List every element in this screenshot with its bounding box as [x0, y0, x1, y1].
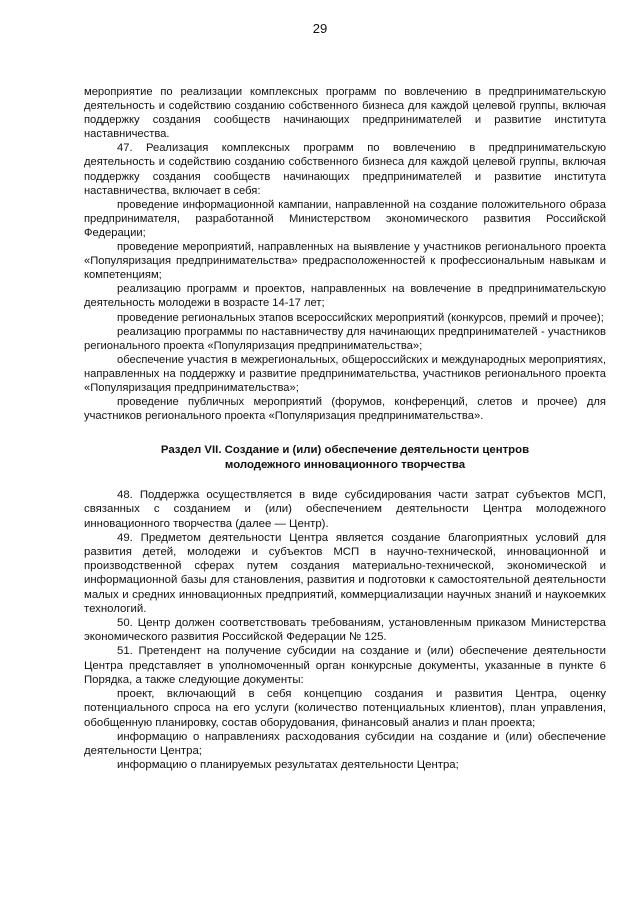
list-item-youth-programs: реализацию программ и проектов, направленных на вовлечение в предпринимательскую деятельность молодежи в возрасте 14-17 лет;	[84, 283, 606, 310]
list-item-project: проект, включающий в себя концепцию создания и развития Центра, оценку потенциального спроса на его услуги (количество потенциальных клиентов), план управления, обобщенную планировку, состав оборудования, финансовый анализ и план проекта;	[84, 688, 606, 729]
paragraph-51: 51. Претендент на получение субсидии на создание и (или) обеспечение деятельности Центра представляет в уполномоченный орган конкурсные документы, указанные в пункте 6 Порядка, а также следующие документы:	[84, 645, 606, 686]
list-item-mentoring-program: реализацию программы по наставничеству для начинающих предпринимателей - участников регионального проекта «Популяризация предпринимательства»;	[84, 325, 606, 352]
paragraph-47: 47. Реализация комплексных программ по вовлечению в предпринимательскую деятельность и содействию созданию собственного бизнеса для каждой целевой группы, включая поддержку создания сообществ начинающих предпринимателей и развитие института наставничества, включает в себя:	[84, 142, 606, 197]
paragraph-continuation: мероприятие по реализации комплексных программ по вовлечению в предпринимательскую деятельность и содействию созданию собственного бизнеса для каждой целевой группы, включая поддержку создания сообществ начинающих предпринимателей и развитие института наставничества.	[84, 86, 606, 141]
list-item-identification-events: проведение мероприятий, направленных на выявление у участников регионального проекта «Популяризация предпринимательства» предрасположенностей к профессиональным навыкам и компетенциям;	[84, 241, 606, 282]
list-item-subsidy-spending: информацию о направлениях расходования субсидии на создание и (или) обеспечение деятельности Центра;	[84, 730, 606, 757]
list-item-planned-results: информацию о планируемых результатах деятельности Центра;	[117, 759, 459, 772]
list-item-public-events: проведение публичных мероприятий (форумов, конференций, слетов и прочее) для участников регионального проекта «Популяризация предпринимательства».	[84, 396, 606, 423]
list-item-regional-stages: проведение региональных этапов всероссийских мероприятий (конкурсов, премий и прочее);	[117, 311, 604, 324]
section-body	[84, 488, 606, 772]
paragraph-49: 49. Предметом деятельности Центра является создание благоприятных условий для развития детей, молодежи и субъектов МСП в научно-технической, инновационной и производственной сферах путем создания материально-технической, экономической и информационной базы для становления, развития и подготовки к самостоятельной деятельности малых и средних инновационных предприятий, коммерциализации научных знаний и наукоемких технологий.	[84, 531, 606, 615]
section-title-line-1: Раздел VII. Создание и (или) обеспечение деятельности центров	[160, 444, 530, 457]
paragraph-50: 50. Центр должен соответствовать требованиям, установленным приказом Министерства экономического развития Российской Федерации № 125.	[84, 617, 606, 644]
list-item-information-campaign: проведение информационной кампании, направленной на создание положительного образа предпринимателя, разработанной Министерством экономического развития Российской Федерации;	[84, 198, 606, 239]
page-content	[84, 85, 606, 772]
page-number: 29	[312, 21, 328, 36]
section-title-line-2: молодежного инновационного творчества	[224, 459, 466, 472]
list-item-participation: обеспечение участия в межрегиональных, общероссийских и международных мероприятиях, направленных на поддержку и развитие предпринимательства, участников регионального проекта «Популяризация предпринимательства»;	[84, 353, 606, 394]
paragraph-48: 48. Поддержка осуществляется в виде субсидирования части затрат субъектов МСП, связанных с созданием и (или) обеспечением деятельности Центра молодежного инновационного творчества (далее — Центр).	[84, 489, 606, 530]
